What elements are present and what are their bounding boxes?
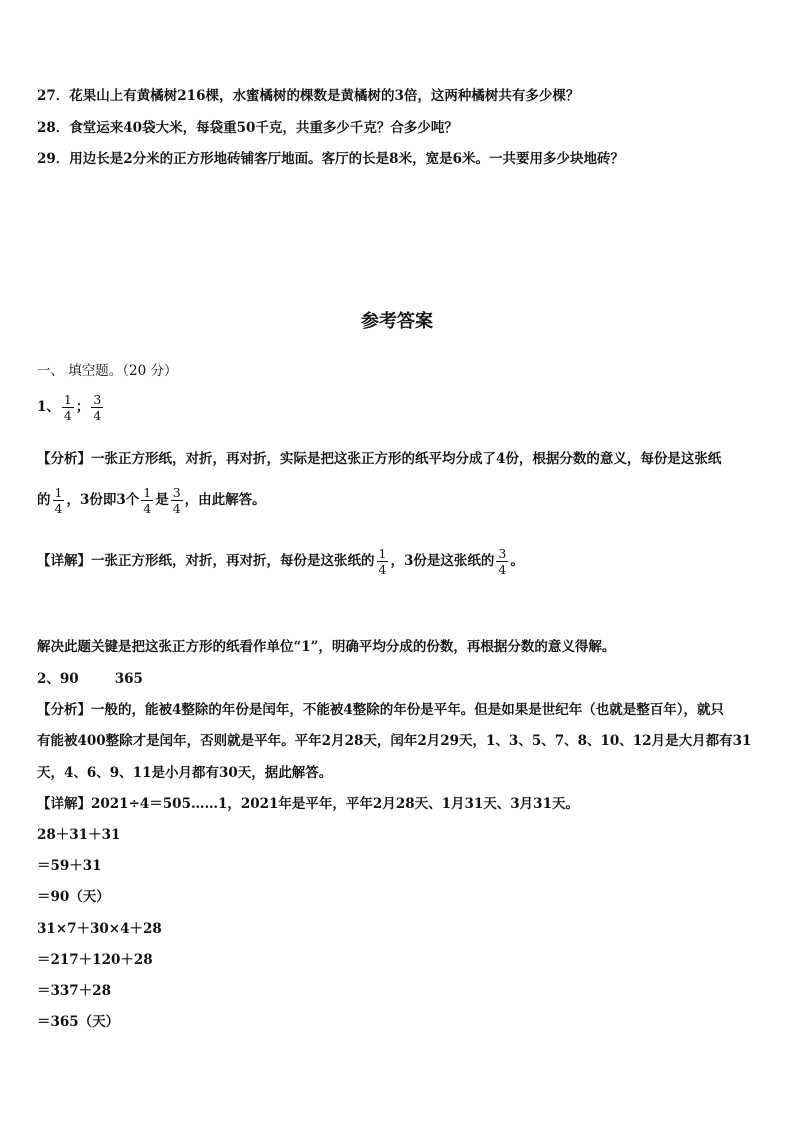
q2-detail: 【详解】2021÷4＝505……1，2021年是平年，平年2月28天、1月31天、3月31天。	[37, 796, 579, 812]
q2-analysis-line2: 有能被400整除才是闰年，否则就是平年。平年2月28天，闰年2月29天，1、3、5、7、8、10、12月是大月都有31	[37, 733, 752, 749]
calc-line: ＝365（天）	[37, 1014, 120, 1030]
calc-line: ＝337＋28	[37, 983, 111, 999]
question-29: 29．用边长是2分米的正方形地砖铺客厅地面。客厅的长是8米，宽是6米。一共要用多少块地砖？	[37, 151, 624, 167]
q1-analysis-part-b: ，3份即3个	[66, 492, 140, 508]
q1-summary: 解决此题关键是把这张正方形的纸看作单位“1”，明确平均分成的份数，再根据分数的意义得解。	[37, 639, 616, 655]
q1-frac-a-num: 1	[63, 392, 72, 407]
calc-line: ＝217＋120＋28	[37, 952, 153, 968]
frac-num: 1	[378, 546, 387, 561]
q1-analysis-frac-1	[53, 485, 65, 516]
calc-line: ＝59＋31	[37, 858, 102, 874]
q1-detail-a: 【详解】一张正方形纸，对折，再对折，每份是这张纸的	[37, 553, 375, 569]
q1-frac-b-num: 3	[93, 392, 102, 407]
q1-detail-frac-1	[377, 546, 389, 577]
frac-den: 4	[143, 501, 152, 516]
q1-fraction-b	[91, 392, 103, 423]
q1-analysis-frac-2	[141, 485, 153, 516]
frac-den: 4	[54, 501, 63, 516]
frac-num: 3	[172, 485, 181, 500]
calc-line: 31×7＋30×4＋28	[37, 921, 162, 937]
q1-answer	[37, 392, 105, 423]
q1-detail	[37, 546, 524, 577]
q1-analysis-line2	[37, 485, 266, 516]
q2-analysis-line3: 天，4、6、9、11是小月都有30天，据此解答。	[37, 765, 333, 781]
q1-analysis-part-d: ，由此解答。	[184, 492, 266, 508]
q1-detail-c: 。	[510, 553, 524, 569]
q2-prefix: 2、	[37, 671, 60, 687]
question-28: 28．食堂运来40袋大米，每袋重50千克，共重多少千克？合多少吨？	[37, 120, 458, 136]
frac-num: 3	[498, 546, 507, 561]
frac-num: 1	[143, 485, 152, 500]
frac-den: 4	[378, 562, 387, 577]
q1-detail-frac-2	[496, 546, 508, 577]
q1-frac-b-den: 4	[93, 408, 102, 423]
q2-answer	[37, 667, 143, 687]
q1-detail-b: ，3份是这张纸的	[390, 553, 495, 569]
q1-analysis-part-a: 的	[37, 492, 51, 508]
q1-fraction-a	[62, 392, 74, 423]
calc-line: ＝90（天）	[37, 889, 110, 905]
q1-prefix: 1、	[37, 399, 60, 415]
q1-analysis-part-c: 是	[155, 492, 169, 508]
q1-frac-a-den: 4	[63, 408, 72, 423]
question-27: 27．花果山上有黄橘树216棵，水蜜橘树的棵数是黄橘树的3倍，这两种橘树共有多少棵？	[37, 88, 580, 104]
section-heading: 一、 填空题。（20 分）	[37, 363, 178, 379]
frac-den: 4	[172, 501, 181, 516]
q2-answer-2: 365	[114, 671, 143, 687]
q2-answer-1: 90	[59, 671, 79, 687]
frac-num: 1	[54, 485, 63, 500]
frac-den: 4	[498, 562, 507, 577]
answer-title: 参考答案	[361, 311, 433, 332]
q1-analysis-frac-3	[171, 485, 183, 516]
q1-analysis-line1: 【分析】一张正方形纸，对折，再对折，实际是把这张正方形的纸平均分成了4份，根据分数的意义，每份是这张纸	[37, 451, 722, 467]
q1-sep: ；	[75, 399, 90, 415]
calc-line: 28＋31＋31	[37, 827, 121, 843]
q2-analysis-line1: 【分析】一般的，能被4整除的年份是闰年，不能被4整除的年份是平年。但是如果是世纪年（也就是整百年），就只	[37, 702, 725, 718]
